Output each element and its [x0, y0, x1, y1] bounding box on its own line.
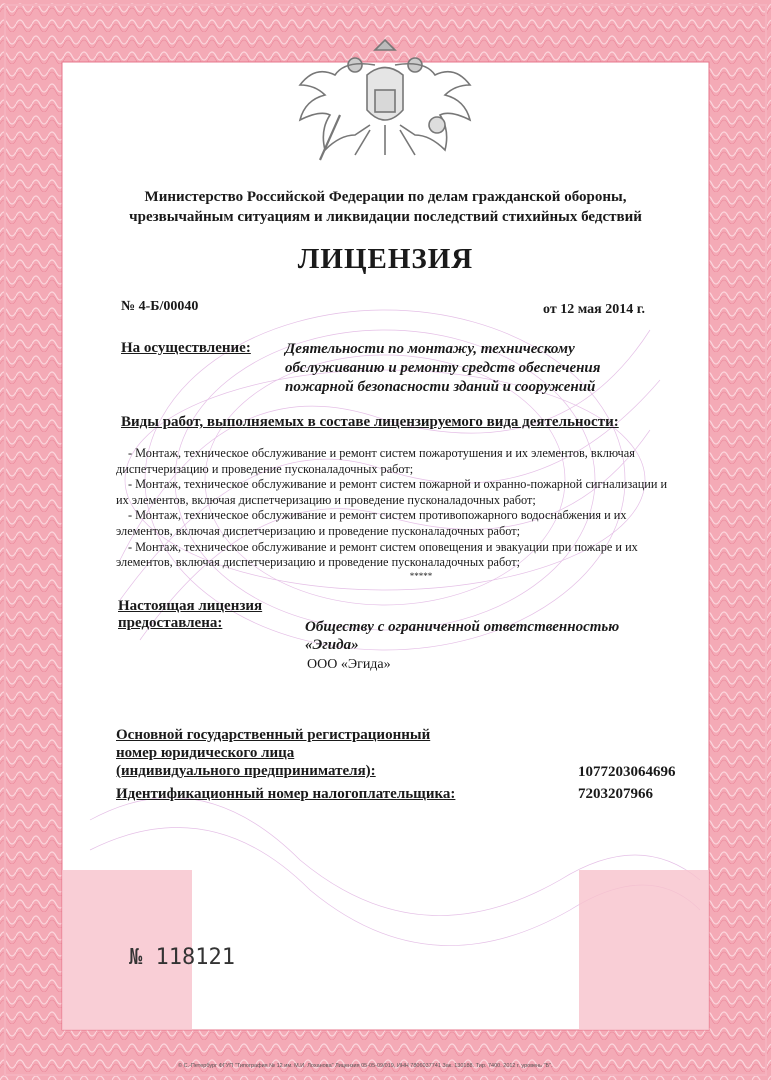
licensee-short-name: ООО «Эгида»: [307, 657, 391, 672]
activity-description: [285, 340, 601, 397]
form-number: [129, 945, 235, 970]
works-line: - Монтаж, техническое обслуживание и ремонт систем оповещения и эвакуации при пожаре и их: [128, 539, 638, 554]
ogrn-label-line: Основной государственный регистрационный: [116, 727, 431, 743]
works-line: их элементов, включая диспетчеризацию и проведение пусконаладочных работ;: [116, 492, 536, 507]
form-number-prefix: №: [129, 945, 143, 970]
works-line: - Монтаж, техническое обслуживание и ремонт систем противопожарного водоснабжения и их: [128, 508, 627, 523]
ogrn-value: 1077203064696: [578, 764, 676, 780]
works-end-mark: *****: [409, 570, 433, 581]
form-number-value: 118121: [155, 945, 235, 970]
works-line: - Монтаж, техническое обслуживание и ремонт систем пожаротушения и их элементов, включая: [128, 446, 635, 460]
inn-value: 7203207966: [578, 786, 653, 802]
licensee-label-line: Настоящая лицензия: [118, 598, 263, 614]
activity-line: пожарной безопасности зданий и сооружений: [285, 379, 596, 395]
issuing-authority: [0, 187, 771, 227]
ogrn-label: [116, 726, 430, 780]
ogrn-label-line: (индивидуального предпринимателя):: [116, 763, 376, 779]
ogrn-label-line: номер юридического лица: [116, 745, 295, 761]
authority-line-2: чрезвычайным ситуациям и ликвидации последствий стихийных бедствий: [129, 209, 642, 225]
document-title: ЛИЦЕНЗИЯ: [297, 243, 474, 275]
works-line: элементов, включая диспетчеризацию и проведение пусконаладочных работ;: [116, 555, 520, 570]
licensee-name-line: Обществу с ограниченной ответственностью: [305, 619, 620, 635]
licensee-full-name: [305, 618, 619, 654]
licensee-label-line: предоставлена:: [118, 615, 223, 631]
activity-label: На осуществление:: [121, 340, 251, 356]
license-number: № 4-Б/00040: [121, 299, 199, 314]
inn-label: Идентификационный номер налогоплательщика:: [116, 786, 456, 802]
works-line: элементов, включая диспетчеризацию и проведение пусконаладочных работ;: [116, 523, 520, 538]
activity-line: Деятельности по монтажу, техническому: [285, 341, 575, 357]
works-line: диспетчеризацию и проведение пусконаладочных работ;: [116, 461, 414, 476]
works-line: - Монтаж, техническое обслуживание и ремонт систем пожарной и охранно-пожарной сигнализации и: [128, 477, 668, 492]
licensee-label: [118, 598, 262, 632]
activity-line: обслуживанию и ремонту средств обеспечения: [285, 360, 601, 376]
authority-line-1: Министерство Российской Федерации по делам гражданской обороны,: [144, 189, 627, 205]
printer-footer: © С.-Петербург ФГУП "Типография № 12 им. М.И. Лоханова" Лицензия 05-05-09/019, ИНН 7806037741 Зак. 130188. Тир. 7400. 2012 г. уровень "Б".: [178, 1063, 553, 1069]
works-heading: Виды работ, выполняемых в составе лицензируемого вида деятельности:: [121, 414, 619, 430]
licensee-name-line: «Эгида»: [305, 637, 359, 653]
license-date: от 12 мая 2014 г.: [543, 302, 645, 317]
works-list: [116, 446, 696, 581]
